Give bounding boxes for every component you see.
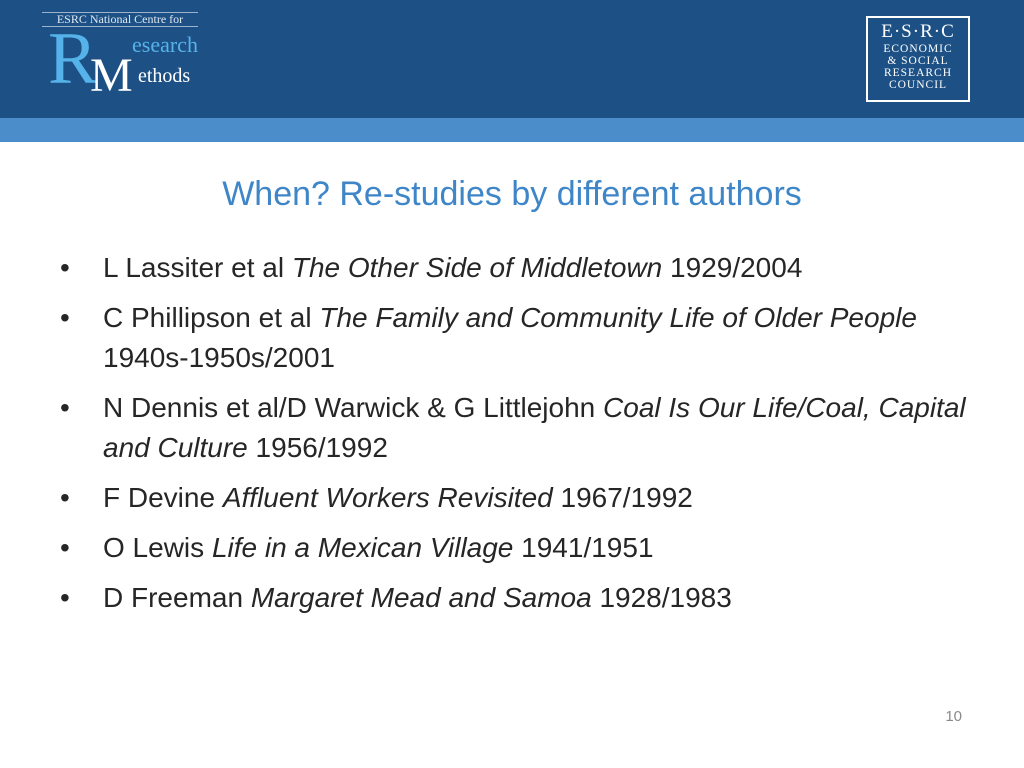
item-work-title: The Family and Community Life of Older People (319, 302, 917, 333)
ncrm-logo-esearch: esearch (132, 32, 198, 57)
bullet-icon: • (60, 532, 70, 563)
esrc-logo (866, 16, 970, 102)
bullet-icon: • (60, 392, 70, 423)
bullet-list (60, 248, 980, 628)
bullet-icon: • (60, 302, 70, 333)
item-years: 1928/1983 (591, 582, 732, 613)
slide-title: When? Re-studies by different authors (222, 175, 802, 213)
esrc-logo-acronym: E·S·R·C (881, 21, 955, 42)
list-item (60, 388, 980, 468)
header-stripe (0, 118, 1024, 142)
page-number: 10 (945, 708, 962, 725)
esrc-logo-line: & SOCIAL (887, 55, 949, 67)
list-item (60, 528, 980, 568)
item-author: C Phillipson et al (103, 302, 320, 333)
item-years: 1929/2004 (662, 252, 803, 283)
item-work-title: Life in a Mexican Village (211, 532, 514, 563)
ncrm-logo-m: M (90, 49, 133, 102)
list-item (60, 248, 980, 288)
item-work-title: Coal Is Our Life/Coal, Capital and Culture (103, 392, 966, 463)
item-years: 1940s-1950s/2001 (103, 342, 335, 373)
item-author: N Dennis et al/D Warwick & G Littlejohn (103, 392, 604, 423)
bullet-icon: • (60, 482, 70, 513)
esrc-logo-line: RESEARCH (883, 67, 953, 79)
ncrm-logo-r: R (48, 18, 98, 100)
item-author: F Devine (103, 482, 223, 513)
list-item (60, 478, 980, 518)
item-work-title: Affluent Workers Revisited (222, 482, 553, 513)
list-item (60, 578, 980, 618)
item-work-title: Margaret Mead and Samoa (250, 582, 592, 613)
bullet-icon: • (60, 252, 70, 283)
item-years: 1956/1992 (247, 432, 388, 463)
item-years: 1967/1992 (552, 482, 693, 513)
item-years: 1941/1951 (513, 532, 654, 563)
item-author: L Lassiter et al (103, 252, 292, 283)
header-bar (0, 0, 1024, 118)
item-work-title: The Other Side of Middletown (291, 252, 663, 283)
esrc-logo-line: ECONOMIC (883, 43, 953, 55)
esrc-logo-line: COUNCIL (888, 79, 948, 91)
ncrm-logo (42, 12, 202, 100)
list-item (60, 298, 980, 378)
item-author: O Lewis (103, 532, 212, 563)
bullet-icon: • (60, 582, 70, 613)
ncrm-logo-top-text: ESRC National Centre for (42, 12, 198, 27)
item-author: D Freeman (103, 582, 251, 613)
ncrm-logo-ethods: ethods (138, 65, 191, 87)
